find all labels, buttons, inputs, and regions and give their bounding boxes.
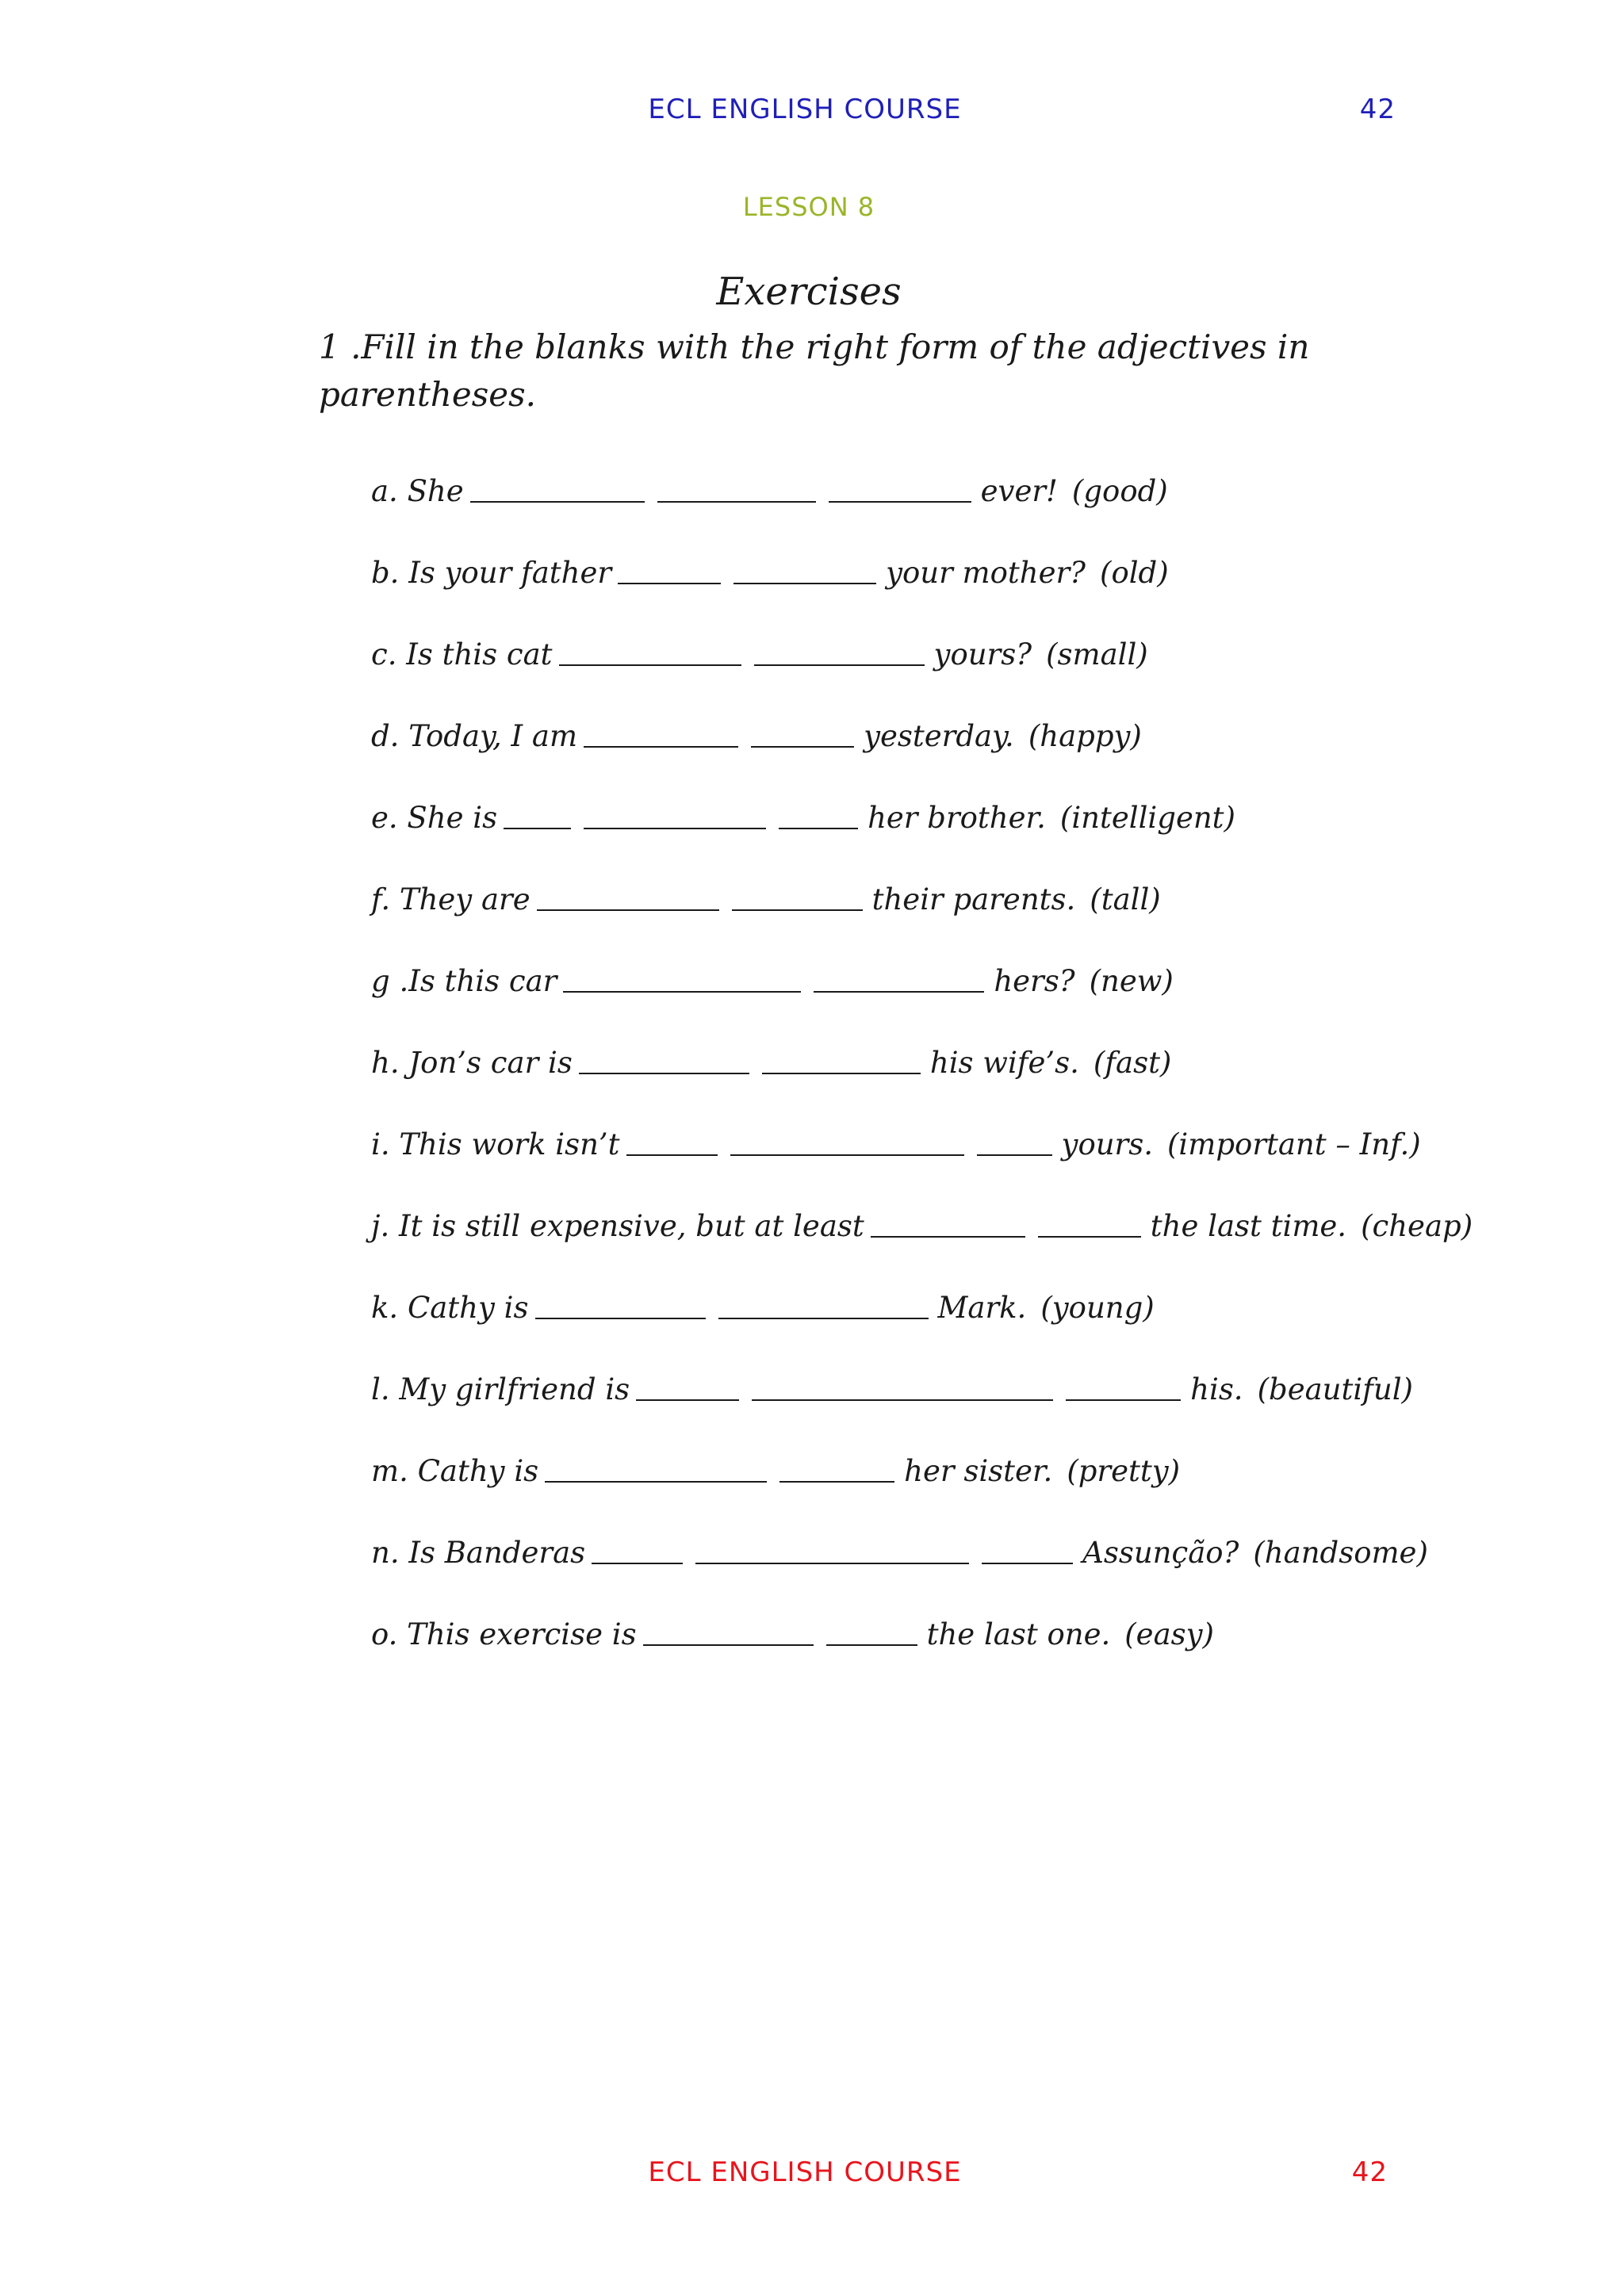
exercise-item-k (371, 1286, 1576, 1368)
item-text: c. Is this cat (371, 637, 553, 672)
adjective-hint: (intelligent) (1059, 801, 1235, 835)
item-text: i. This work isn’t (371, 1127, 620, 1161)
page-header (0, 94, 1624, 141)
answer-blank[interactable] (814, 959, 984, 993)
answer-blank[interactable] (695, 1531, 969, 1564)
answer-blank[interactable] (535, 1286, 706, 1319)
adjective-hint: (happy) (1028, 719, 1142, 753)
item-text-after: her sister. (904, 1454, 1053, 1488)
exercises-title: Exercises (716, 270, 902, 314)
exercise-item-f (371, 878, 1576, 959)
exercise-item-n (371, 1531, 1576, 1613)
exercise-item-l (371, 1368, 1576, 1449)
adjective-hint: (new) (1089, 964, 1174, 998)
exercise-item-a (371, 469, 1576, 551)
answer-blank[interactable] (752, 1368, 1053, 1401)
answer-blank[interactable] (579, 1041, 749, 1074)
item-text: b. Is your father (371, 556, 612, 590)
item-text: e. She is (371, 801, 498, 835)
course-title: ECL ENGLISH COURSE (648, 2156, 962, 2188)
item-text-after: his wife’s. (929, 1046, 1079, 1080)
exercise-item-m (371, 1449, 1576, 1531)
answer-blank[interactable] (559, 633, 741, 666)
answer-blank[interactable] (751, 714, 854, 748)
item-text: g .Is this car (371, 964, 557, 998)
exercise-item-c (371, 633, 1576, 714)
adjective-hint: (good) (1071, 474, 1168, 508)
adjective-hint: (young) (1040, 1291, 1155, 1325)
answer-blank[interactable] (730, 1123, 964, 1156)
adjective-hint: (fast) (1093, 1046, 1172, 1080)
answer-blank[interactable] (829, 469, 971, 503)
adjective-hint: (tall) (1090, 882, 1161, 916)
answer-blank[interactable] (563, 959, 801, 993)
item-text: d. Today, I am (371, 719, 578, 753)
answer-blank[interactable] (626, 1123, 718, 1156)
page-number: 42 (1351, 2156, 1388, 2188)
adjective-hint: (pretty) (1067, 1454, 1181, 1488)
item-text-after: Mark. (937, 1291, 1027, 1325)
answer-blank[interactable] (779, 1449, 894, 1483)
item-text: l. My girlfriend is (371, 1372, 630, 1406)
answer-blank[interactable] (1066, 1368, 1181, 1401)
answer-blank[interactable] (718, 1286, 929, 1319)
page-number: 42 (1359, 94, 1396, 125)
exercise-item-i (371, 1123, 1576, 1204)
answer-blank[interactable] (871, 1204, 1025, 1238)
exercise-item-d (371, 714, 1576, 796)
answer-blank[interactable] (584, 714, 738, 748)
adjective-hint: (small) (1046, 637, 1148, 672)
exercise-item-b (371, 551, 1576, 633)
item-text-after: hers? (994, 964, 1075, 998)
exercise-list (371, 469, 1576, 1694)
answer-blank[interactable] (618, 551, 721, 584)
item-text-after: their parents. (871, 882, 1076, 916)
item-text: j. It is still expensive, but at least (371, 1209, 864, 1243)
answer-blank[interactable] (1038, 1204, 1141, 1238)
answer-blank[interactable] (643, 1613, 814, 1646)
exercise-instruction: 1 .Fill in the blanks with the right form of the adjectives in parentheses. (319, 327, 1310, 414)
item-text-after: your mother? (886, 556, 1086, 590)
exercise-item-o (371, 1613, 1576, 1694)
item-text-after: Assunção? (1082, 1536, 1239, 1570)
answer-blank[interactable] (545, 1449, 767, 1483)
answer-blank[interactable] (733, 551, 876, 584)
course-title: ECL ENGLISH COURSE (648, 94, 962, 125)
item-text-after: his. (1190, 1372, 1243, 1406)
item-text-after: yours. (1061, 1127, 1153, 1161)
answer-blank[interactable] (754, 633, 925, 666)
answer-blank[interactable] (762, 1041, 921, 1074)
answer-blank[interactable] (584, 796, 766, 829)
adjective-hint: (handsome) (1253, 1536, 1428, 1570)
item-text: n. Is Banderas (371, 1536, 586, 1570)
answer-blank[interactable] (977, 1123, 1052, 1156)
exercise-item-e (371, 796, 1576, 878)
lesson-label: LESSON 8 (742, 192, 875, 222)
item-text: a. She (371, 474, 464, 508)
item-text: f. They are (371, 882, 530, 916)
answer-blank[interactable] (657, 469, 816, 503)
answer-blank[interactable] (732, 878, 863, 911)
answer-blank[interactable] (779, 796, 858, 829)
adjective-hint: (old) (1100, 556, 1169, 590)
adjective-hint: (important – Inf.) (1167, 1127, 1421, 1161)
page-footer (0, 2156, 1624, 2204)
item-text-after: her brother. (868, 801, 1046, 835)
answer-blank[interactable] (470, 469, 645, 503)
item-text-after: the last one. (926, 1617, 1111, 1651)
item-text: o. This exercise is (371, 1617, 637, 1651)
item-text: k. Cathy is (371, 1291, 529, 1325)
exercise-item-j (371, 1204, 1576, 1286)
adjective-hint: (easy) (1124, 1617, 1214, 1651)
answer-blank[interactable] (592, 1531, 683, 1564)
item-text-after: yours? (933, 637, 1032, 672)
answer-blank[interactable] (982, 1531, 1073, 1564)
item-text: h. Jon’s car is (371, 1046, 573, 1080)
exercise-item-h (371, 1041, 1576, 1123)
adjective-hint: (beautiful) (1257, 1372, 1413, 1406)
answer-blank[interactable] (504, 796, 571, 829)
item-text-after: ever! (980, 474, 1058, 508)
item-text-after: yesterday. (864, 719, 1014, 753)
answer-blank[interactable] (826, 1613, 917, 1646)
answer-blank[interactable] (537, 878, 719, 911)
item-text: m. Cathy is (371, 1454, 539, 1488)
item-text-after: the last time. (1150, 1209, 1347, 1243)
answer-blank[interactable] (636, 1368, 739, 1401)
adjective-hint: (cheap) (1361, 1209, 1473, 1243)
exercise-item-g (371, 959, 1576, 1041)
